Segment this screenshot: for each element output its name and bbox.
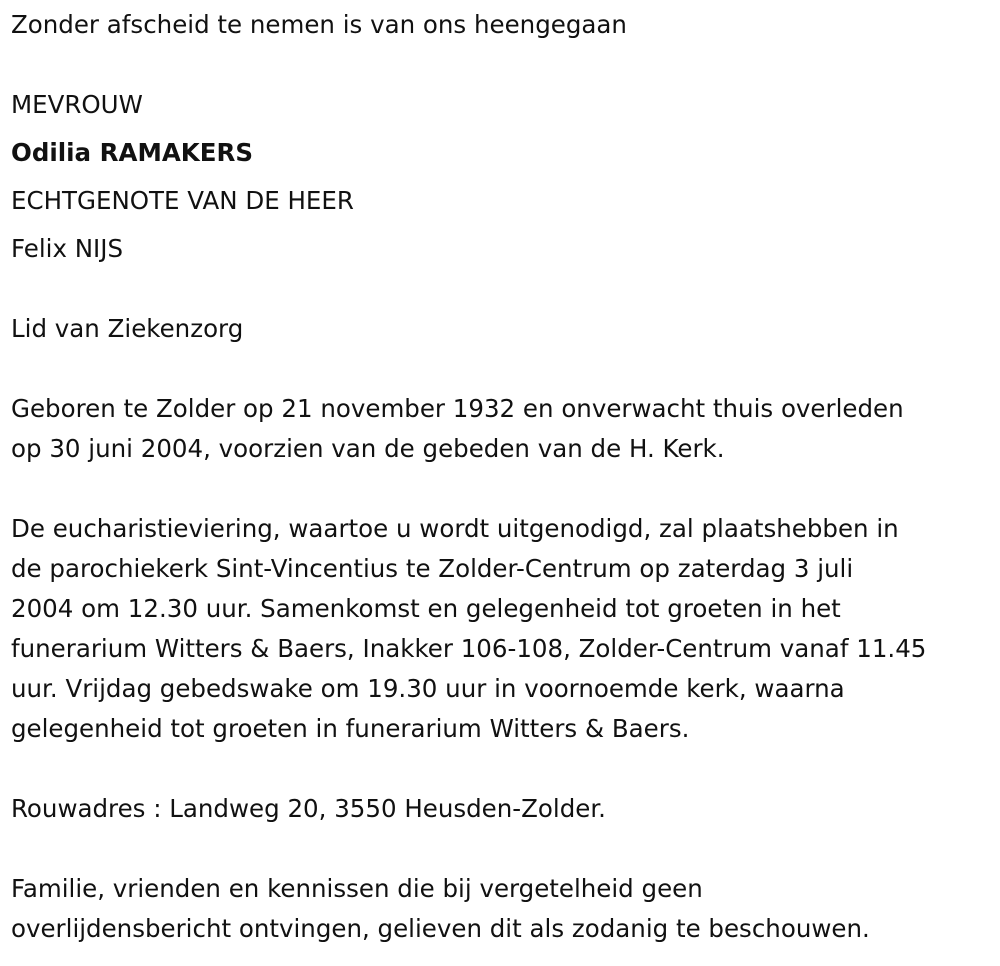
birth-death-line-1: Geboren te Zolder op 21 november 1932 en onverwacht thuis overleden [11, 394, 904, 423]
closing-line-2: overlijdensbericht ontvingen, gelieven dit als zodanig te beschouwen. [11, 914, 870, 943]
honorific: MEVROUW [11, 90, 143, 119]
ceremony-line-2: de parochiekerk Sint-Vincentius te Zolder-Centrum op zaterdag 3 juli [11, 554, 854, 583]
membership-line: Lid van Ziekenzorg [11, 314, 244, 343]
ceremony-line-3: 2004 om 12.30 uur. Samenkomst en gelegenheid tot groeten in het [11, 594, 841, 623]
ceremony-line-5: uur. Vrijdag gebedswake om 19.30 uur in voornoemde kerk, waarna [11, 674, 845, 703]
spouse-name: Felix NIJS [11, 234, 124, 263]
closing-line-1: Familie, vrienden en kennissen die bij vergetelheid geen [11, 874, 703, 903]
deceased-name: Odilia RAMAKERS [11, 138, 254, 167]
birth-death-line-2: op 30 juni 2004, voorzien van de gebeden van de H. Kerk. [11, 434, 725, 463]
intro-line: Zonder afscheid te nemen is van ons heengegaan [11, 10, 627, 39]
spouse-relation: ECHTGENOTE VAN DE HEER [11, 186, 354, 215]
ceremony-line-6: gelegenheid tot groeten in funerarium Witters & Baers. [11, 714, 690, 743]
ceremony-line-1: De eucharistieviering, waartoe u wordt uitgenodigd, zal plaatshebben in [11, 514, 899, 543]
address-line: Rouwadres : Landweg 20, 3550 Heusden-Zolder. [11, 794, 606, 823]
ceremony-line-4: funerarium Witters & Baers, Inakker 106-108, Zolder-Centrum vanaf 11.45 [11, 634, 927, 663]
